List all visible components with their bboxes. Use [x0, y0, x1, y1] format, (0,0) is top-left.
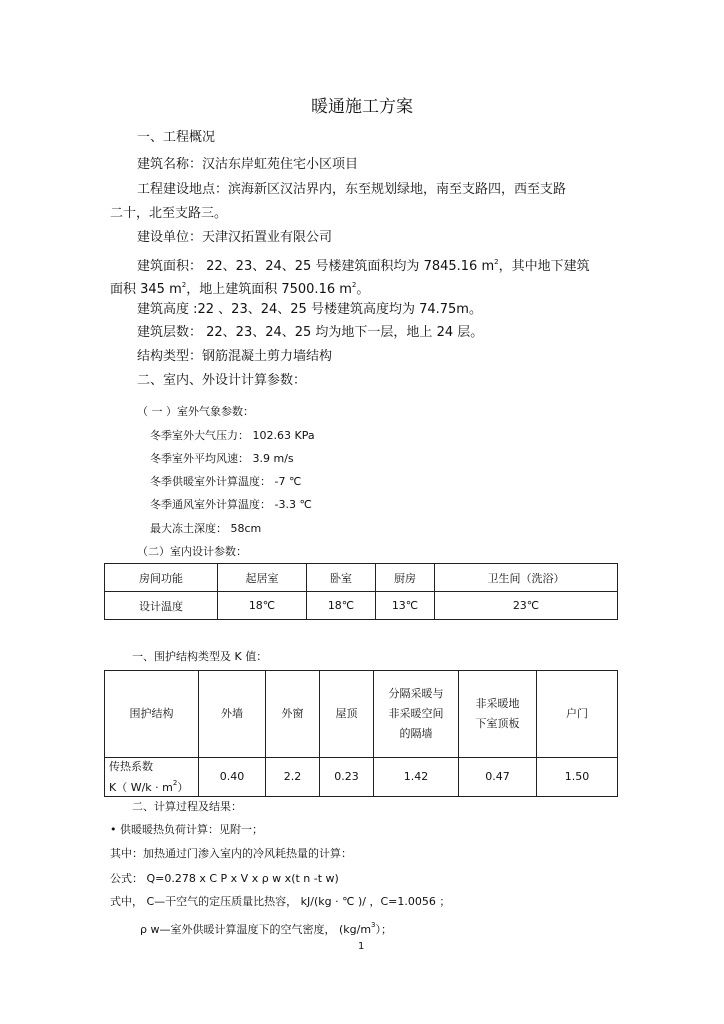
area-line-2-c: 。 [356, 282, 370, 297]
table-header-row [105, 564, 618, 592]
outdoor-param: 最大冻土深度： 58cm [150, 522, 262, 535]
site-line-1: 工程建设地点：滨海新区汉沽界内，东至规划绿地，南至支路四，西至支路 [137, 182, 567, 197]
area-line-1-b: ，其中地下建筑 [498, 259, 590, 274]
outdoor-param: 冬季通风室外计算温度： -3.3 ℃ [150, 498, 312, 511]
where-line: 式中， C—干空气的定压质量比热容， kJ/(kg · ℃ )/ ，C=1.0056 ； [110, 895, 451, 908]
calc-heading: 二、计算过程及结果： [132, 800, 242, 813]
page-title: 暖通施工方案 [311, 97, 413, 117]
area-line-2-b: ，地上建筑面积 7500.16 m [186, 282, 352, 297]
heat-load-line [110, 822, 263, 838]
rho-sup: 3 [371, 921, 376, 929]
table-header-cell: 户门 [537, 671, 618, 758]
building-name: 建筑名称：汉沽东岸虹苑住宅小区项目 [137, 157, 359, 172]
table-header-cell: 卧室 [307, 564, 376, 592]
outdoor-heading: （ 一 ）室外气象参数： [137, 405, 254, 418]
area-line-1 [137, 253, 590, 276]
rho-text: ρ w—室外供暖计算温度下的空气密度， (kg/m [140, 923, 372, 936]
table-cell: 0.47 [459, 758, 537, 797]
row-label-line: 传热系数 [109, 760, 153, 773]
outdoor-param: 冬季室外大气压力： 102.63 KPa [150, 429, 315, 442]
table-header-cell: 围护结构 [105, 671, 199, 758]
header-line: 非采暖地 [475, 697, 520, 710]
row-label-text: K（ W/k · m [109, 781, 173, 794]
table-row [105, 592, 618, 620]
table-row [105, 758, 618, 797]
table-header-cell: 外窗 [266, 671, 320, 758]
page-number: 1 [358, 941, 365, 952]
structure-type: 结构类型：钢筋混凝土剪力墙结构 [137, 349, 333, 364]
table-cell: 18℃ [307, 592, 376, 620]
building-floors: 建筑层数： 22、23、24、25 均为地下一层，地上 24 层。 [137, 325, 484, 340]
header-line: 下室顶板 [475, 717, 520, 730]
site-line-2: 二十，北至支路三。 [110, 206, 228, 221]
section1-heading: 一、工程概况 [137, 130, 216, 145]
table-header-cell: 房间功能 [105, 564, 218, 592]
table-cell: 设计温度 [105, 592, 218, 620]
row-label-sup: 2 [172, 779, 178, 787]
table-header-cell: 起居室 [218, 564, 307, 592]
rho-close: ）； [375, 923, 393, 936]
client: 建设单位：天津汉拓置业有限公司 [137, 230, 333, 245]
table-header-cell [374, 671, 459, 758]
envelope-k-table [104, 670, 618, 797]
table-cell: 0.40 [199, 758, 266, 797]
header-line: 的隔墙 [399, 727, 433, 740]
row-label-line [109, 775, 198, 796]
building-height: 建筑高度 :22 、23、24、25 号楼建筑高度均为 74.75m。 [137, 302, 482, 317]
row-label-close: ） [177, 781, 189, 794]
table-cell: 13℃ [376, 592, 435, 620]
outdoor-param: 冬季供暖室外计算温度： -7 ℃ [150, 475, 302, 488]
table-cell: 1.50 [537, 758, 618, 797]
table-cell: 0.23 [320, 758, 374, 797]
row-label-cell [105, 758, 199, 797]
formula-line: 公式： Q=0.278 x C P x V x ρ w x(t n -t w) [110, 872, 339, 885]
area-sup-2: 2 [181, 281, 187, 289]
header-line: 分隔采暖与 [388, 687, 444, 700]
area-line-2-a: 面积 345 m [110, 282, 182, 297]
table-header-cell [459, 671, 537, 758]
table-cell: 23℃ [435, 592, 618, 620]
envelope-heading: 一、围护结构类型及 K 值： [132, 650, 268, 663]
table-header-cell: 屋顶 [320, 671, 374, 758]
rho-line [140, 917, 392, 938]
table-header-cell: 外墙 [199, 671, 266, 758]
header-line: 非采暖空间 [388, 707, 444, 720]
table-header-row [105, 671, 618, 758]
indoor-heading: （二）室内设计参数： [137, 545, 247, 558]
area-line-1-a: 建筑面积： 22、23、24、25 号楼建筑面积均为 7845.16 m [137, 259, 495, 274]
area-sup-1: 2 [494, 258, 499, 266]
indoor-design-table [104, 563, 618, 620]
area-sup-3: 2 [351, 281, 357, 289]
infiltration-line: 其中：加热通过门渗入室内的冷风耗热量的计算： [110, 847, 352, 860]
bullet-icon: • [110, 823, 117, 836]
section2-heading: 二、室内、外设计计算参数： [137, 373, 307, 388]
table-cell: 2.2 [266, 758, 320, 797]
table-header-cell: 厨房 [376, 564, 435, 592]
heat-load-text: 供暖暖热负荷计算：见附一； [120, 823, 263, 836]
outdoor-param: 冬季室外平均风速： 3.9 m/s [150, 452, 294, 465]
table-header-cell: 卫生间（洗浴） [435, 564, 618, 592]
area-line-2 [110, 276, 369, 299]
table-cell: 18℃ [218, 592, 307, 620]
table-cell: 1.42 [374, 758, 459, 797]
